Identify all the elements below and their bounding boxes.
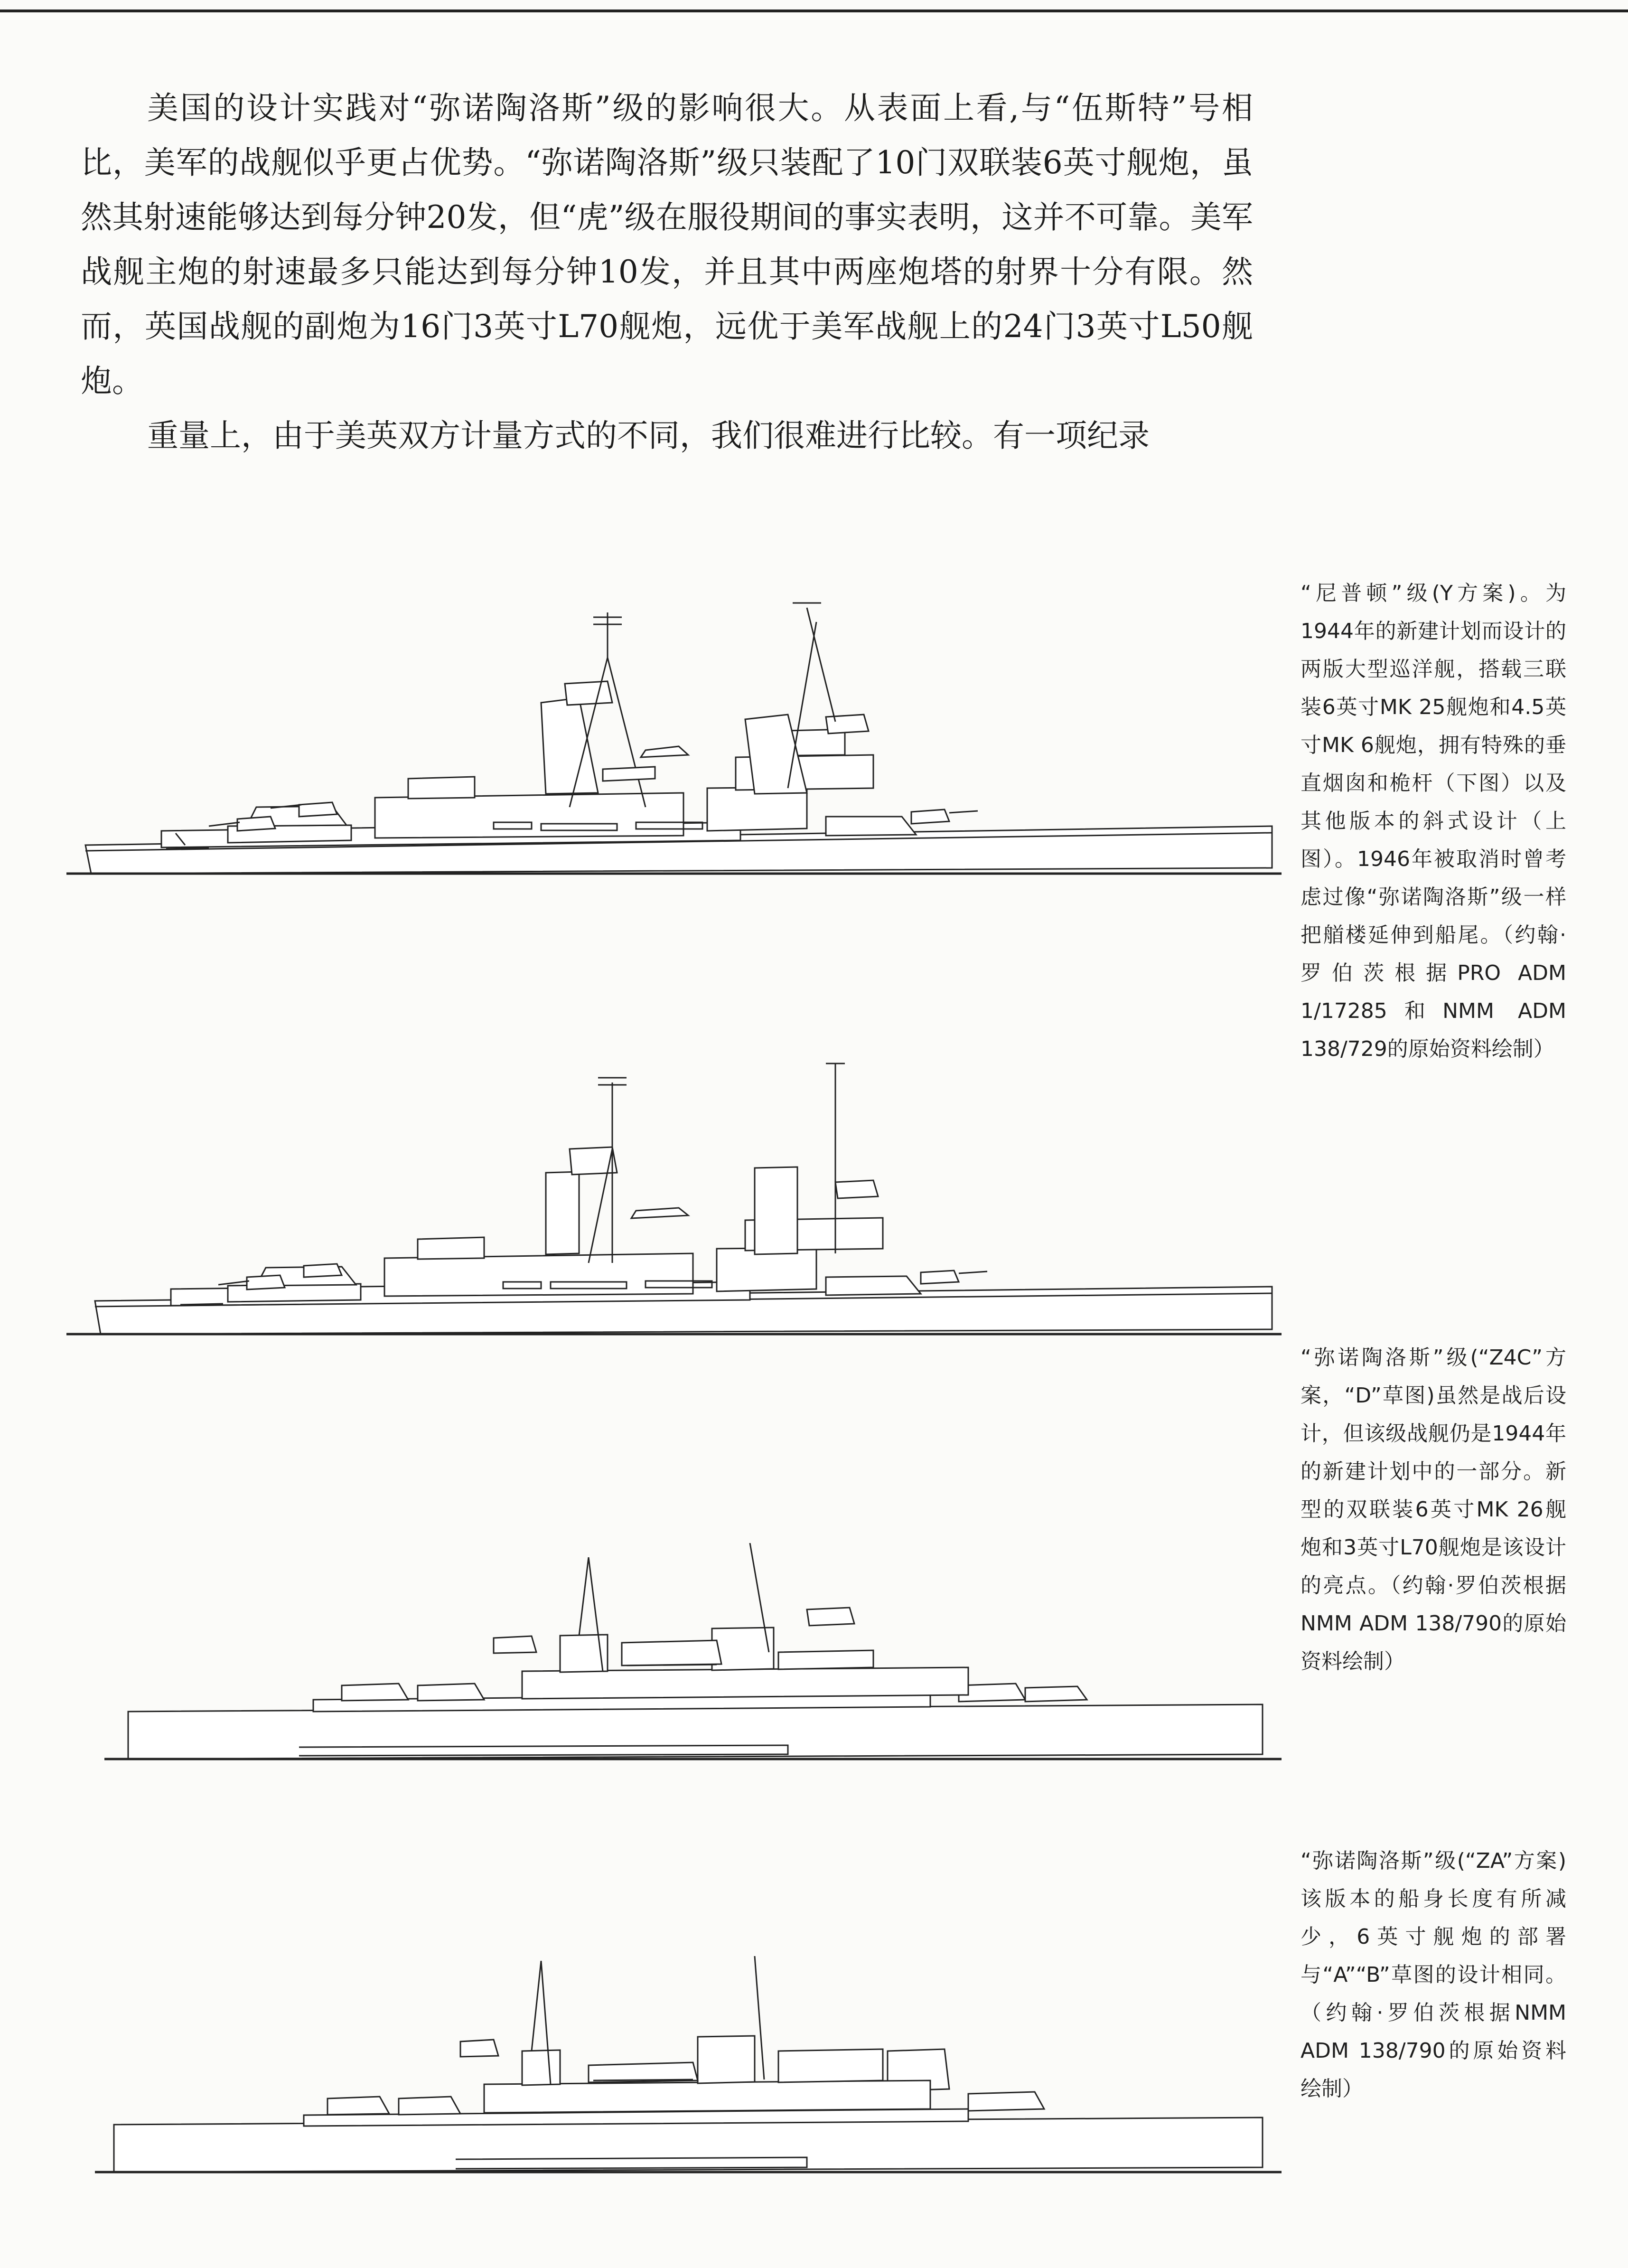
caption-minotaur-za: “弥诺陶洛斯”级(“ZA”方案)该版本的船身长度有所减少，6英寸舰炮的部署与“A”“B”草图的设计相同。（约翰·罗伯茨根据NMM ADM 138/790的原始资料绘制） xyxy=(1301,1849,1566,2101)
page-header-rule xyxy=(0,9,1628,12)
ship-drawing-neptune-vertical xyxy=(66,1054,1282,1348)
ship-drawing-neptune-raked xyxy=(66,589,1282,893)
body-paragraph-1: 美国的设计实践对“弥诺陶洛斯”级的影响很大。从表面上看,与“伍斯特”号相比，美军的战舰似乎更占优势。“弥诺陶洛斯”级只装配了10门双联装6英寸舰炮，虽然其射速能够达到每分钟20发，但“虎”级在服役期间的事实表明，这并不可靠。美军战舰主炮的射速最多只能达到每分钟10发，并且其中两座炮塔的射界十分有限。然而，英国战舰的副炮为16门3英寸L70舰炮，远优于美军战舰上的24门3英寸L50舰炮。 xyxy=(81,90,1253,399)
body-text xyxy=(81,81,1253,463)
caption-neptune: “尼普顿”级(Y方案)。为1944年的新建计划而设计的两版大型巡洋舰，搭载三联装6英寸MK 25舰炮和4.5英寸MK 6舰炮，拥有特殊的垂直烟囱和桅杆（下图）以及其他版本的斜式设计（上图）。1946年被取消时曾考虑过像“弥诺陶洛斯”级一样把艏楼延伸到船尾。（约翰·罗伯茨根据PRO ADM 1/17285和NMM ADM 138/729的原始资料绘制） xyxy=(1301,581,1566,1061)
ship-drawing-minotaur-z4c xyxy=(66,1543,1282,1771)
ship-drawing-minotaur-za xyxy=(66,1956,1282,2184)
caption-minotaur-z4c: “弥诺陶洛斯”级(“Z4C”方案，“D”草图)虽然是战后设计，但该级战舰仍是1944年的新建计划中的一部分。新型的双联装6英寸MK 26舰炮和3英寸L70舰炮是该设计的亮点。（约翰·罗伯茨根据NMM ADM 138/790的原始资料绘制） xyxy=(1301,1346,1566,1674)
body-paragraph-2: 重量上，由于美英双方计量方式的不同，我们很难进行比较。有一项纪录 xyxy=(147,417,1150,454)
